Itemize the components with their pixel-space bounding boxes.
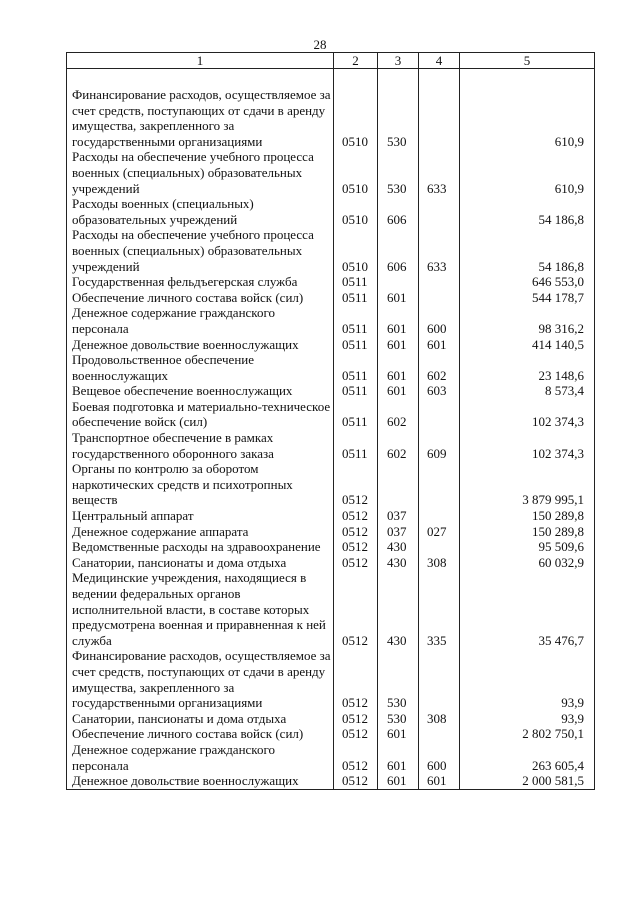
amount-cell: 2 802 750,1 — [460, 726, 595, 742]
target-code-cell: 037 — [378, 508, 419, 524]
row-name-cell: Органы по контролю за оборотом наркотических средств и психотропных веществ — [67, 461, 334, 508]
spacer-cell — [334, 69, 378, 88]
row-name-cell: Денежное довольствие военнослужащих — [67, 337, 334, 353]
column-header: 2 — [334, 53, 378, 69]
section-code-cell: 0510 — [334, 149, 378, 196]
amount-cell: 23 148,6 — [460, 352, 595, 383]
amount-cell: 2 000 581,5 — [460, 773, 595, 789]
target-code-cell — [378, 461, 419, 508]
target-code-cell: 530 — [378, 648, 419, 710]
expense-type-cell: 603 — [419, 383, 460, 399]
table-row — [67, 290, 595, 306]
row-name-cell: Денежное содержание гражданского персонала — [67, 742, 334, 773]
expense-type-cell: 600 — [419, 305, 460, 336]
section-code-cell: 0512 — [334, 539, 378, 555]
section-code-cell: 0512 — [334, 461, 378, 508]
row-name-cell: Денежное содержание аппарата — [67, 524, 334, 540]
section-code-cell: 0512 — [334, 726, 378, 742]
target-code-cell: 601 — [378, 337, 419, 353]
table-row — [67, 149, 595, 196]
expense-type-cell — [419, 87, 460, 149]
spacer-cell — [419, 69, 460, 88]
target-code-cell: 430 — [378, 539, 419, 555]
expense-type-cell: 602 — [419, 352, 460, 383]
expense-type-cell: 027 — [419, 524, 460, 540]
target-code-cell: 601 — [378, 742, 419, 773]
target-code-cell: 601 — [378, 290, 419, 306]
table-row — [67, 430, 595, 461]
expense-type-cell — [419, 461, 460, 508]
spacer-cell — [378, 69, 419, 88]
amount-cell: 98 316,2 — [460, 305, 595, 336]
amount-cell: 93,9 — [460, 648, 595, 710]
section-code-cell: 0512 — [334, 508, 378, 524]
table-row — [67, 383, 595, 399]
amount-cell: 150 289,8 — [460, 508, 595, 524]
expense-type-cell: 609 — [419, 430, 460, 461]
row-name-cell: Денежное довольствие военнослужащих — [67, 773, 334, 789]
table-row — [67, 711, 595, 727]
target-code-cell: 606 — [378, 227, 419, 274]
expense-type-cell: 308 — [419, 711, 460, 727]
column-header: 5 — [460, 53, 595, 69]
row-name-cell: Ведомственные расходы на здравоохранение — [67, 539, 334, 555]
expense-type-cell — [419, 508, 460, 524]
expense-type-cell: 600 — [419, 742, 460, 773]
amount-cell: 150 289,8 — [460, 524, 595, 540]
table-row — [67, 773, 595, 789]
row-name-cell: Расходы военных (специальных) образовательных учреждений — [67, 196, 334, 227]
row-name-cell: Финансирование расходов, осуществляемое за счет средств, поступающих от сдачи в аренду имущества, закрепленного за государственными организациями — [67, 87, 334, 149]
row-name-cell: Финансирование расходов, осуществляемое за счет средств, поступающих от сдачи в аренду имущества, закрепленного за государственными организациями — [67, 648, 334, 710]
table-row — [67, 337, 595, 353]
amount-cell: 93,9 — [460, 711, 595, 727]
column-header: 1 — [67, 53, 334, 69]
target-code-cell: 430 — [378, 555, 419, 571]
section-code-cell: 0511 — [334, 337, 378, 353]
row-name-cell: Продовольственное обеспечение военнослужащих — [67, 352, 334, 383]
amount-cell: 544 178,7 — [460, 290, 595, 306]
target-code-cell: 530 — [378, 87, 419, 149]
target-code-cell: 601 — [378, 773, 419, 789]
amount-cell: 610,9 — [460, 149, 595, 196]
section-code-cell: 0511 — [334, 399, 378, 430]
expense-type-cell: 335 — [419, 570, 460, 648]
amount-cell: 54 186,8 — [460, 196, 595, 227]
amount-cell: 8 573,4 — [460, 383, 595, 399]
column-header: 4 — [419, 53, 460, 69]
section-code-cell: 0511 — [334, 290, 378, 306]
amount-cell: 263 605,4 — [460, 742, 595, 773]
table-header-row — [67, 53, 595, 69]
expense-type-cell — [419, 290, 460, 306]
section-code-cell: 0512 — [334, 648, 378, 710]
target-code-cell: 601 — [378, 383, 419, 399]
table-row — [67, 524, 595, 540]
expense-type-cell: 308 — [419, 555, 460, 571]
target-code-cell: 602 — [378, 430, 419, 461]
amount-cell: 102 374,3 — [460, 399, 595, 430]
row-name-cell: Расходы на обеспечение учебного процесса военных (специальных) образовательных учреждений — [67, 149, 334, 196]
amount-cell: 414 140,5 — [460, 337, 595, 353]
section-code-cell: 0510 — [334, 87, 378, 149]
amount-cell: 35 476,7 — [460, 570, 595, 648]
table-row — [67, 274, 595, 290]
table-row — [67, 227, 595, 274]
expense-type-cell: 633 — [419, 149, 460, 196]
table-row — [67, 352, 595, 383]
table-row — [67, 539, 595, 555]
target-code-cell: 602 — [378, 399, 419, 430]
target-code-cell: 601 — [378, 305, 419, 336]
target-code-cell: 601 — [378, 352, 419, 383]
expense-type-cell: 601 — [419, 337, 460, 353]
page-number: 28 — [313, 37, 327, 52]
row-name-cell: Боевая подготовка и материально-техническое обеспечение войск (сил) — [67, 399, 334, 430]
column-header: 3 — [378, 53, 419, 69]
section-code-cell: 0511 — [334, 274, 378, 290]
section-code-cell: 0511 — [334, 430, 378, 461]
amount-cell: 54 186,8 — [460, 227, 595, 274]
row-name-cell: Медицинские учреждения, находящиеся в ведении федеральных органов исполнительной власти, в составе которых предусмотрена военная и приравненная к ней служба — [67, 570, 334, 648]
section-code-cell: 0512 — [334, 773, 378, 789]
amount-cell: 3 879 995,1 — [460, 461, 595, 508]
section-code-cell: 0512 — [334, 524, 378, 540]
table-row — [67, 570, 595, 648]
section-code-cell: 0512 — [334, 742, 378, 773]
table-row — [67, 461, 595, 508]
row-name-cell: Обеспечение личного состава войск (сил) — [67, 726, 334, 742]
expense-type-cell — [419, 648, 460, 710]
row-name-cell: Расходы на обеспечение учебного процесса военных (специальных) образовательных учреждений — [67, 227, 334, 274]
table-row — [67, 742, 595, 773]
section-code-cell: 0510 — [334, 196, 378, 227]
row-name-cell: Обеспечение личного состава войск (сил) — [67, 290, 334, 306]
amount-cell: 610,9 — [460, 87, 595, 149]
target-code-cell: 530 — [378, 149, 419, 196]
target-code-cell: 530 — [378, 711, 419, 727]
row-name-cell: Санатории, пансионаты и дома отдыха — [67, 711, 334, 727]
table-row — [67, 305, 595, 336]
row-name-cell: Денежное содержание гражданского персонала — [67, 305, 334, 336]
expense-type-cell: 601 — [419, 773, 460, 789]
section-code-cell: 0511 — [334, 352, 378, 383]
expense-type-cell — [419, 196, 460, 227]
expense-type-cell — [419, 274, 460, 290]
target-code-cell: 601 — [378, 726, 419, 742]
target-code-cell: 606 — [378, 196, 419, 227]
amount-cell: 102 374,3 — [460, 430, 595, 461]
table-body — [67, 69, 595, 790]
section-code-cell: 0511 — [334, 383, 378, 399]
row-name-cell: Транспортное обеспечение в рамках государственного оборонного заказа — [67, 430, 334, 461]
table-row — [67, 87, 595, 149]
table-spacer-row — [67, 69, 595, 88]
row-name-cell: Вещевое обеспечение военнослужащих — [67, 383, 334, 399]
section-code-cell: 0511 — [334, 305, 378, 336]
target-code-cell: 037 — [378, 524, 419, 540]
expense-type-cell — [419, 726, 460, 742]
row-name-cell: Центральный аппарат — [67, 508, 334, 524]
section-code-cell: 0512 — [334, 711, 378, 727]
table-row — [67, 399, 595, 430]
expense-type-cell: 633 — [419, 227, 460, 274]
section-code-cell: 0512 — [334, 555, 378, 571]
target-code-cell: 430 — [378, 570, 419, 648]
target-code-cell — [378, 274, 419, 290]
section-code-cell: 0510 — [334, 227, 378, 274]
spacer-cell — [460, 69, 595, 88]
table-row — [67, 555, 595, 571]
table-row — [67, 508, 595, 524]
amount-cell: 646 553,0 — [460, 274, 595, 290]
expense-type-cell — [419, 539, 460, 555]
spacer-cell — [67, 69, 334, 88]
section-code-cell: 0512 — [334, 570, 378, 648]
table-row — [67, 648, 595, 710]
table-row — [67, 726, 595, 742]
amount-cell: 95 509,6 — [460, 539, 595, 555]
table-row — [67, 196, 595, 227]
amount-cell: 60 032,9 — [460, 555, 595, 571]
budget-table — [66, 52, 595, 790]
row-name-cell: Государственная фельдъегерская служба — [67, 274, 334, 290]
row-name-cell: Санатории, пансионаты и дома отдыха — [67, 555, 334, 571]
expense-type-cell — [419, 399, 460, 430]
